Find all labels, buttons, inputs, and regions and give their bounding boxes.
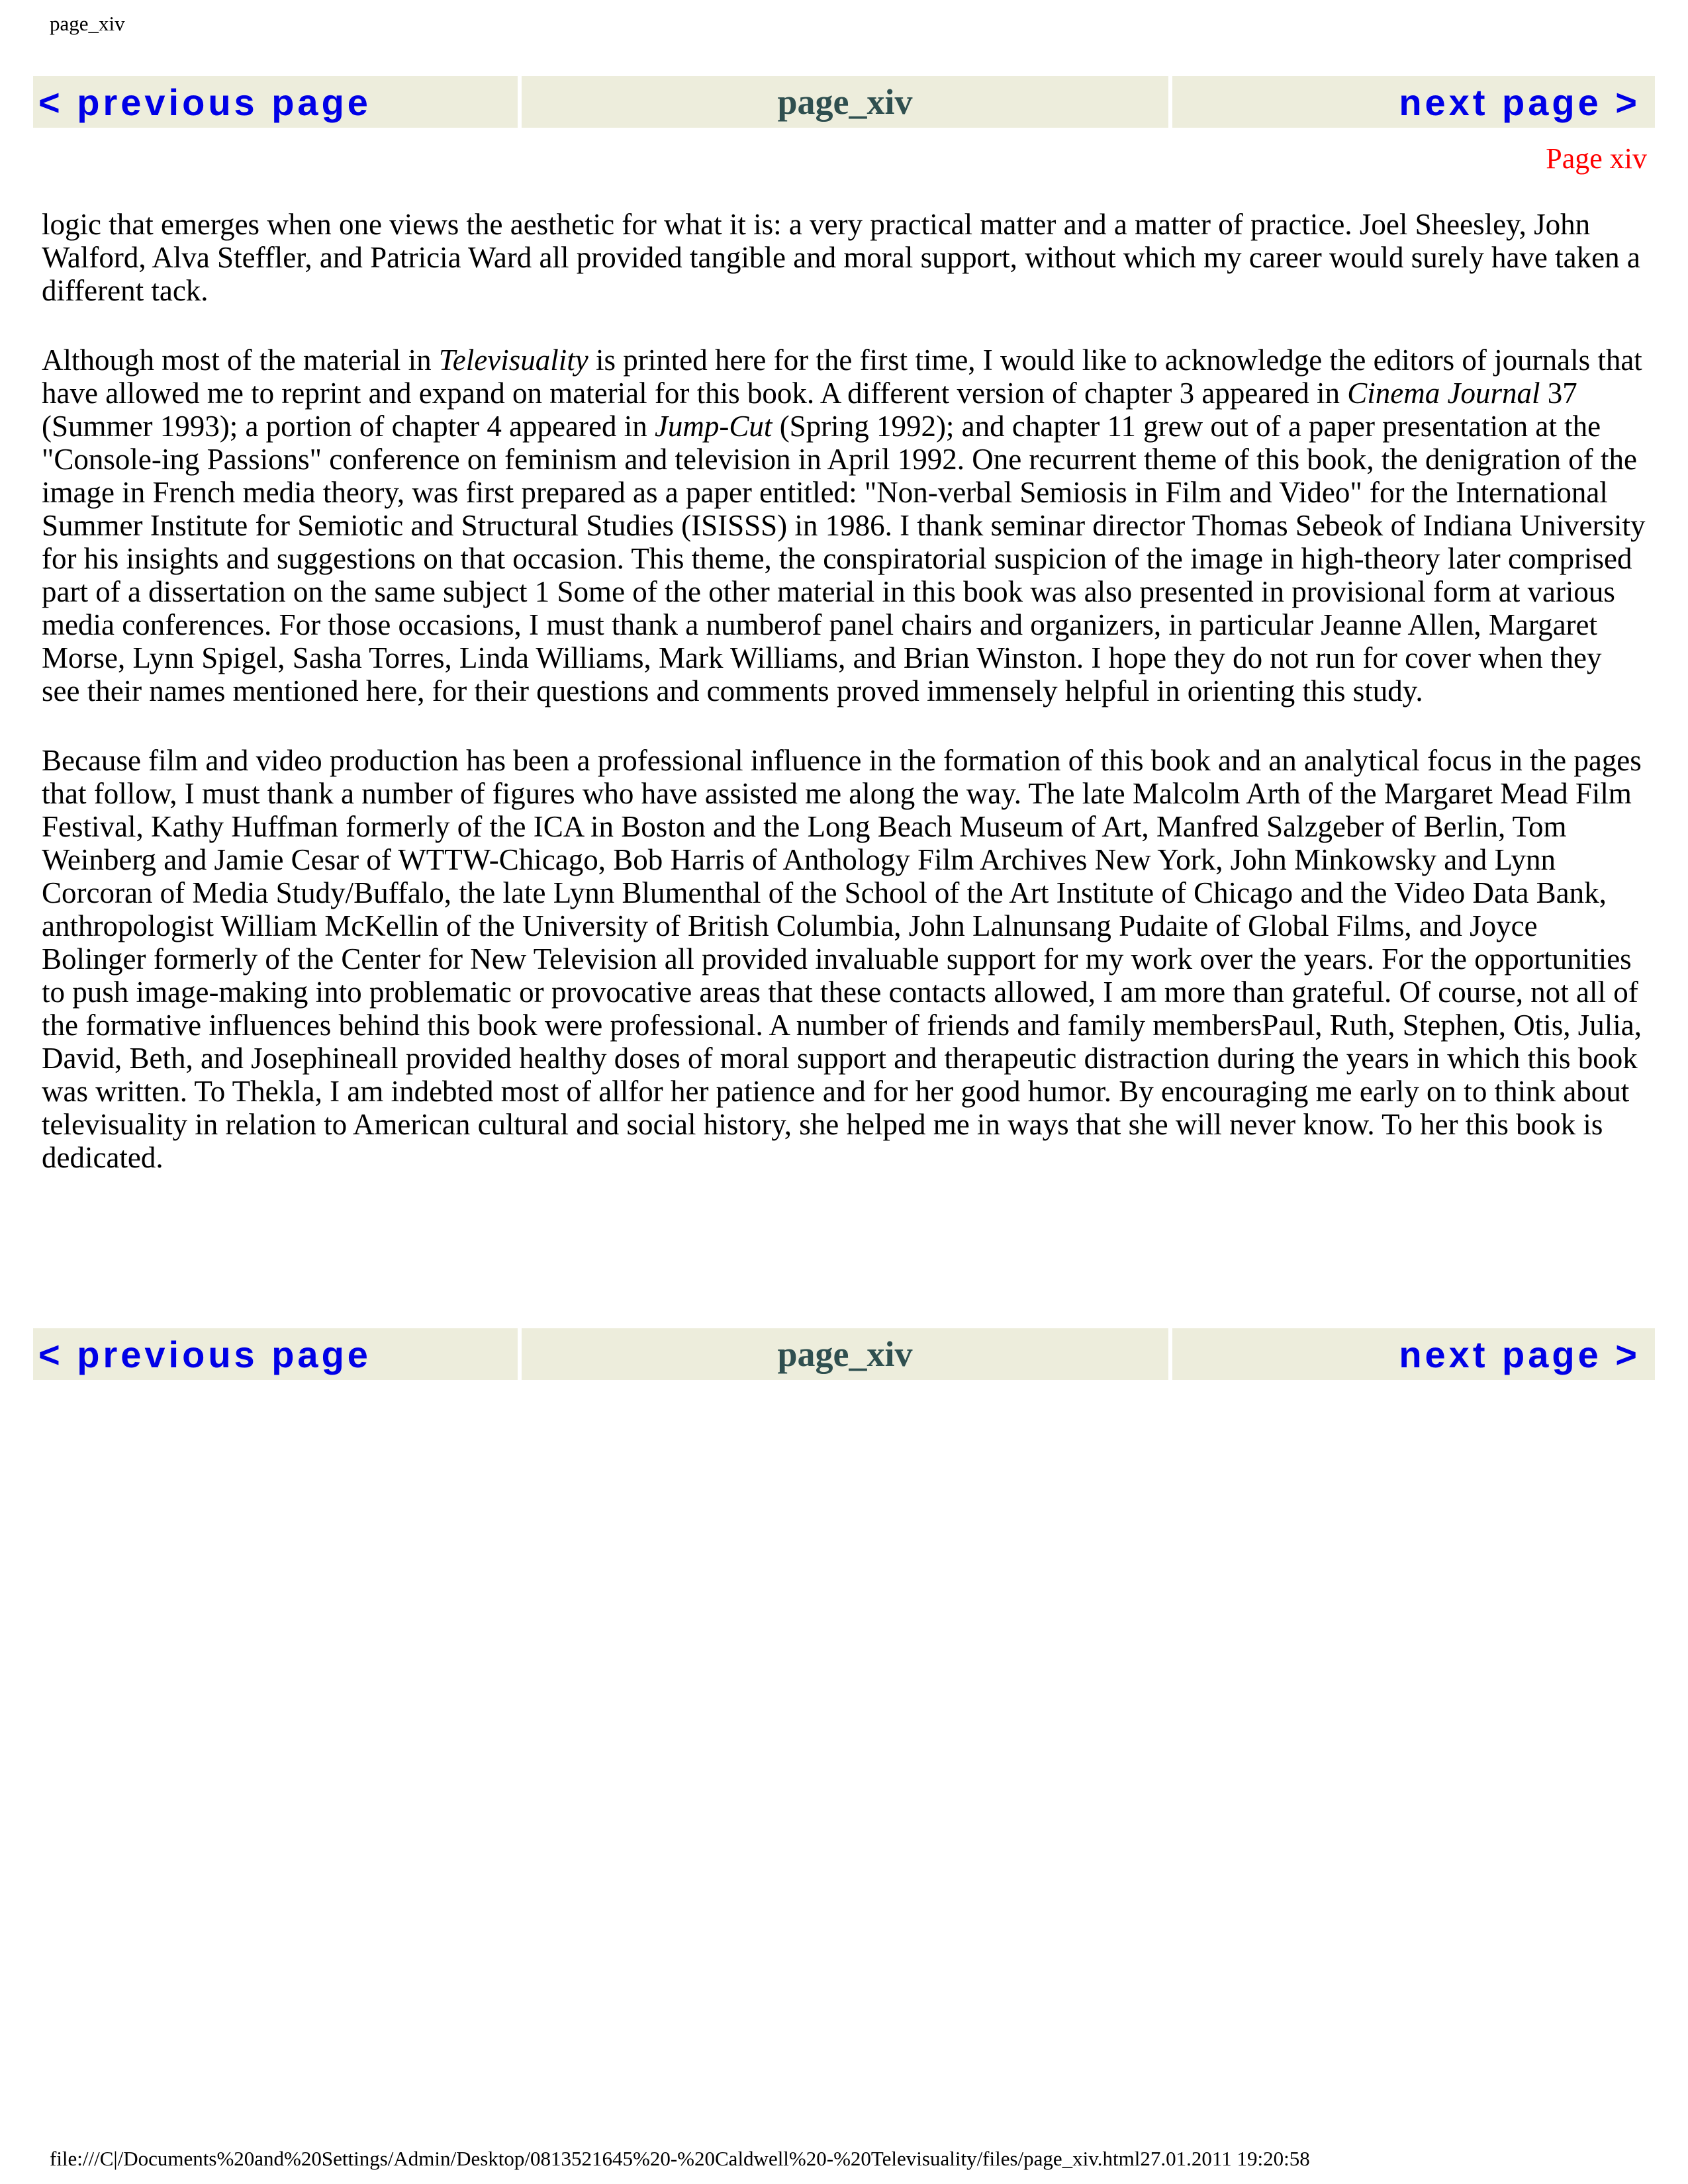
page-number-marker: Page xiv: [1546, 142, 1647, 175]
page-header-title: page_xiv: [50, 12, 125, 35]
body-paragraph: [42, 744, 1647, 1174]
paragraph-text: Because film and video production has been a professional influence in the formation of this book and an analytical focus in the pages that follow, I must thank a number of figures who have assisted me along the way. The late Malcolm Arth of the Margaret Mead Film Festival, Kathy Huffman formerly of the ICA in Boston and the Long Beach Museum of Art, Manfred Salzgeber of Berlin, Tom Weinberg and Jamie Cesar of WTTW-Chicago, Bob Harris of Anthology Film Archives New York, John Minkowsky and Lynn Corcoran of Media Study/Buffalo, the late Lynn Blumenthal of the School of the Art Institute of Chicago and the Video Data Bank, anthropologist William McKellin of the University of British Columbia, John Lalnunsang Pudaite of Global Films, and Joyce Bolinger formerly of the Center for New Television all provided invaluable support for my work over the years. For the opportunities to push image-making into problematic or provocative areas that these contacts allowed, I am more than grateful. Of course, not all of the formative influences behind this book were professional. A number of friends and family membersPaul, Ruth, Stephen, Otis, Julia, David, Beth, and Josephineall provided healthy doses of moral support and therapeutic distraction during the years in which this book was written. To Thekla, I am indebted most of allfor her patience and for her good humor. By encouraging me early on to think about televisuality in relation to American cultural and social history, she helped me in ways that she will never know. To her this book is dedicated.: [42, 744, 1642, 1174]
italic-title-text: Cinema Journal: [1347, 377, 1540, 410]
nav-page-label: page_xiv: [777, 1334, 913, 1374]
footer-file-path: file:///C|/Documents%20and%20Settings/Admin/Desktop/0813521645%20-%20Caldwell%20-%20Televisuality/files/page_xiv.html27.01.2011 19:20:58: [50, 2147, 1310, 2170]
nav-next-cell: [1172, 76, 1655, 128]
paragraph-text: Although most of the material in: [42, 343, 439, 377]
body-paragraph: [42, 208, 1647, 307]
bottom-navigation-bar: [33, 1328, 1655, 1380]
nav-next-cell: [1172, 1328, 1655, 1380]
nav-page-cell: [522, 76, 1168, 128]
nav-page-cell: [522, 1328, 1168, 1380]
nav-prev-cell: [33, 76, 518, 128]
nav-prev-cell: [33, 1328, 518, 1380]
body-paragraph: [42, 343, 1647, 707]
top-navigation-bar: [33, 76, 1655, 128]
body-text: [42, 208, 1647, 1174]
previous-page-link[interactable]: < previous page: [38, 1333, 371, 1375]
paragraph-text: is printed here for the first time, I would like to acknowledge the editors of journals that have allowed me to reprint and expand on material for this book. A different version of chapter 3 appeared in: [42, 343, 1642, 410]
next-page-link[interactable]: next page >: [1399, 1333, 1640, 1375]
next-page-link[interactable]: next page >: [1399, 81, 1640, 123]
previous-page-link[interactable]: < previous page: [38, 81, 371, 123]
paragraph-text: 37 (Summer 1993); a portion of chapter 4 appeared in: [42, 377, 1577, 443]
italic-title-text: Televisuality: [438, 343, 588, 377]
italic-title-text: Jump-Cut: [654, 410, 773, 443]
paragraph-text: (Spring 1992); and chapter 11 grew out of a paper presentation at the "Console-ing Passions" conference on feminism and television in April 1992. One recurrent theme of this book, the denigration of the image in French media theory, was first prepared as a paper entitled: "Non-verbal Semiosis in Film and Video" for the International Summer Institute for Semiotic and Structural Studies (ISISSS) in 1986. I thank seminar director Thomas Sebeok of Indiana University for his insights and suggestions on that occasion. This theme, the conspiratorial suspicion of the image in high-theory later comprised part of a dissertation on the same subject 1 Some of the other material in this book was also presented in provisional form at various media conferences. For those occasions, I must thank a numberof panel chairs and organizers, in particular Jeanne Allen, Margaret Morse, Lynn Spigel, Sasha Torres, Linda Williams, Mark Williams, and Brian Winston. I hope they do not run for cover when they see their names mentioned here, for their questions and comments proved immensely helpful in orienting this study.: [42, 410, 1646, 707]
paragraph-text: logic that emerges when one views the aesthetic for what it is: a very practical matter and a matter of practice. Joel Sheesley, John Walford, Alva Steffler, and Patricia Ward all provided tangible and moral support, without which my career would surely have taken a different tack.: [42, 208, 1640, 307]
nav-page-label: page_xiv: [777, 82, 913, 122]
